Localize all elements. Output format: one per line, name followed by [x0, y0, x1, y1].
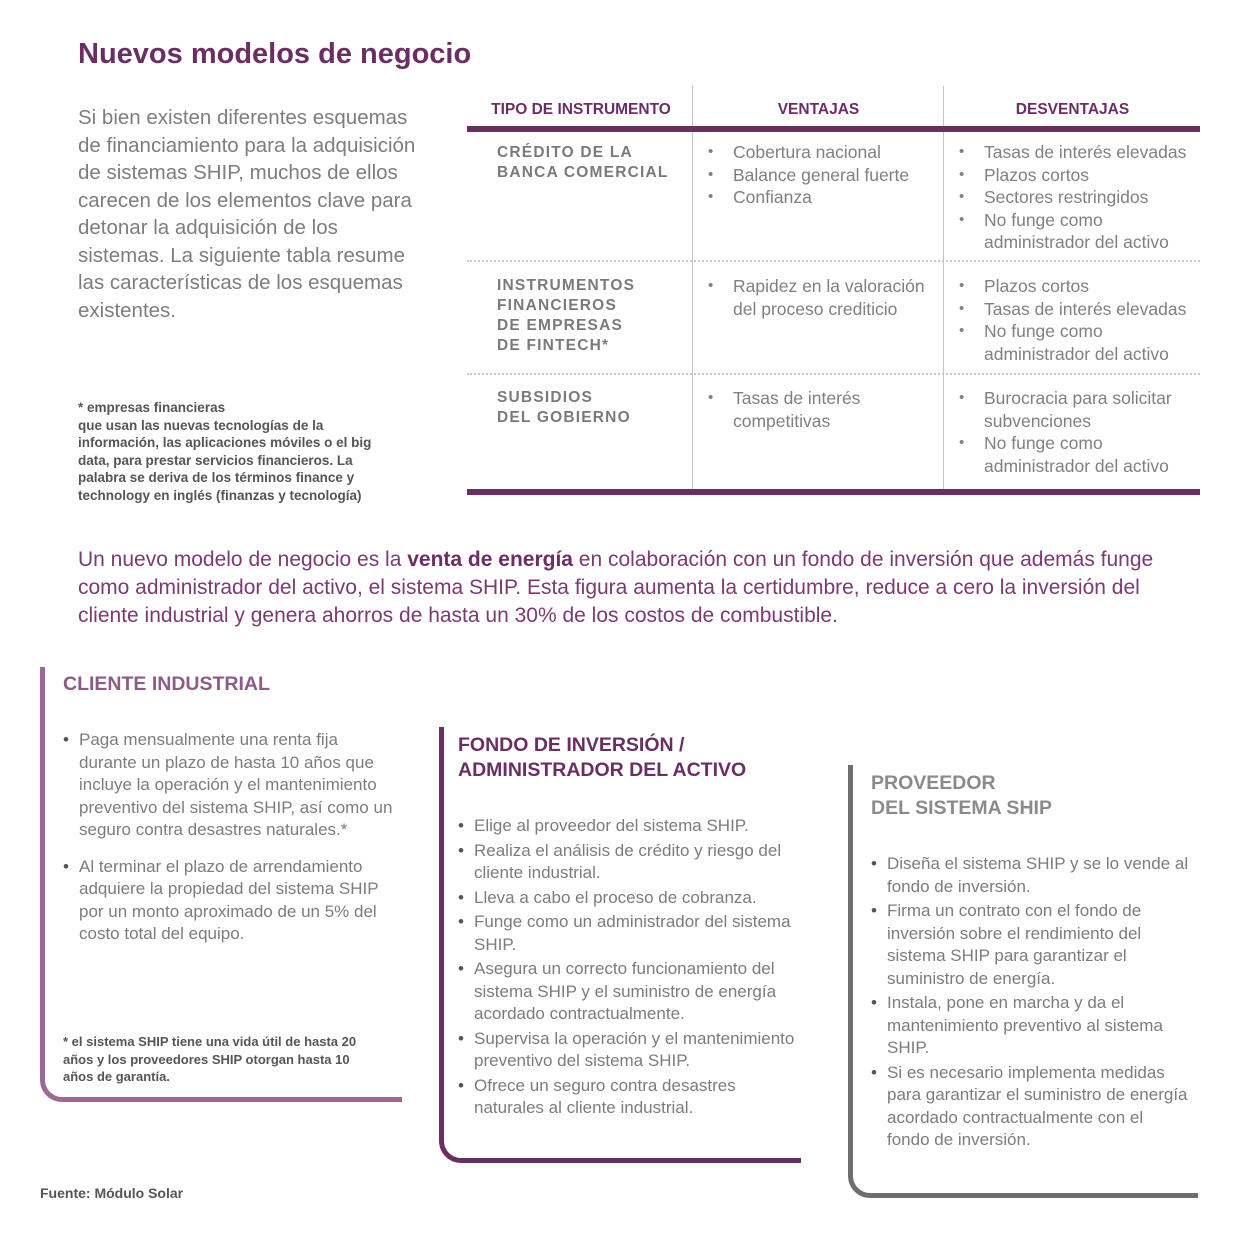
- row-title-line: DE FINTECH*: [497, 337, 610, 354]
- cliente-industrial-note: * el sistema SHIP tiene una vida útil de hasta 20 años y los proveedores SHIP otorgan hasta 10 años de garantía.: [63, 1034, 357, 1084]
- para-after: en colaboración con un fondo de inversión que además funge como administrador del activo, el sistema SHIP. Esta figura aumenta la certidumbre, reduce a cero la inversión del cliente industrial y genera ahorros de hasta un 30% de los costos de combustible.: [78, 548, 1154, 627]
- list-item: • No funge como administrador del activo: [959, 432, 1197, 477]
- list-item: • Paga mensualmente una renta fija durante un plazo de hasta 10 años que incluye la operación y el mantenimiento preventivo del sistema SHIP, así como un seguro contra desastres naturales.*: [63, 729, 398, 842]
- list-item: • No funge como administrador del activo: [959, 320, 1197, 365]
- list-item: • Rapidez en la valoración del proceso crediticio: [708, 275, 940, 320]
- fintech-footnote: [78, 399, 398, 504]
- footnote-mark: * empresas financieras: [78, 400, 226, 415]
- column-divider: [943, 86, 944, 492]
- row-title-fintech: [497, 276, 635, 356]
- table-header-rule: [467, 126, 1200, 132]
- list-item: • Realiza el análisis de crédito y riesgo del cliente industrial.: [458, 840, 798, 885]
- header-ventajas: VENTAJAS: [777, 101, 860, 118]
- list-item: • Asegura un correcto funcionamiento del sistema SHIP y el suministro de energía acordado contractualmente.: [458, 958, 798, 1026]
- fondo-inversion-heading: [458, 733, 746, 783]
- footnote-text: que usan las nuevas tecnologías de la información, las aplicaciones móviles o el big data, para prestar servicios financieros. La palabra se deriva de los términos finance y technology en inglés (finanzas y tecnología): [78, 417, 372, 503]
- list-item: • Plazos cortos: [959, 275, 1197, 298]
- ventajas-list: [708, 141, 940, 209]
- row-title-line: DE EMPRESAS: [497, 317, 624, 334]
- desventajas-list: [959, 275, 1197, 365]
- list-item: • Instala, pone en marcha y da el mantenimiento preventivo al sistema SHIP.: [871, 992, 1189, 1060]
- desventajas-list: [959, 387, 1197, 477]
- desventajas-list: [959, 141, 1197, 254]
- source-note: Fuente: Módulo Solar: [40, 1185, 184, 1201]
- ventajas-list: [708, 275, 940, 320]
- row-title-line: FINANCIEROS: [497, 297, 617, 314]
- list-item: • Tasas de interés elevadas: [959, 298, 1197, 321]
- list-item: • Funge como un administrador del sistema SHIP.: [458, 911, 798, 956]
- heading-line: FONDO DE INVERSIÓN /: [458, 734, 685, 756]
- intro-text: Si bien existen diferentes esquemas de financiamiento para la adquisición de sistemas SHIP, muchos de ellos carecen de los elementos clave para detonar la adquisición de los sistemas. La siguiente tabla resume las características de los esquemas existentes.: [78, 106, 416, 322]
- list-item: • Balance general fuerte: [708, 164, 940, 187]
- cliente-industrial-heading: CLIENTE INDUSTRIAL: [63, 673, 270, 695]
- row-separator: [467, 260, 1200, 262]
- table-bottom-rule: [467, 489, 1200, 495]
- para-bold: venta de energía: [407, 548, 573, 571]
- list-item: • Confianza: [708, 186, 940, 209]
- list-item: • Al terminar el plazo de arrendamiento adquiere la propiedad del sistema SHIP por un monto aproximado de un 5% del costo total del equipo.: [63, 856, 398, 946]
- header-tipo: TIPO DE INSTRUMENTO: [491, 101, 671, 118]
- heading-line: DEL SISTEMA SHIP: [871, 797, 1052, 819]
- list-item: • Lleva a cabo el proceso de cobranza.: [458, 887, 798, 910]
- list-item: • Tasas de interés elevadas: [959, 141, 1197, 164]
- list-item: • Diseña el sistema SHIP y se lo vende al fondo de inversión.: [871, 853, 1189, 898]
- cliente-industrial-list: [63, 729, 398, 946]
- heading-line: ADMINISTRADOR DEL ACTIVO: [458, 759, 747, 781]
- row-title-line: SUBSIDIOS: [497, 389, 594, 406]
- list-item: • Supervisa la operación y el mantenimiento preventivo del sistema SHIP.: [458, 1028, 798, 1073]
- row-title-credito: [497, 143, 669, 183]
- column-divider: [692, 86, 693, 492]
- list-item: • No funge como administrador del activo: [959, 209, 1197, 254]
- proveedor-heading: [871, 771, 1052, 821]
- fondo-inversion-list: [458, 815, 798, 1120]
- row-title-subsidios: [497, 388, 631, 428]
- row-title-line: DEL GOBIERNO: [497, 409, 631, 426]
- list-item: • Tasas de interés competitivas: [708, 387, 940, 432]
- list-item: • Cobertura nacional: [708, 141, 940, 164]
- ventajas-list: [708, 387, 940, 432]
- list-item: • Si es necesario implementa medidas para garantizar el suministro de energía acordado contractualmente con el fondo de inversión.: [871, 1062, 1189, 1152]
- list-item: • Ofrece un seguro contra desastres naturales al cliente industrial.: [458, 1075, 798, 1120]
- proveedor-list: [871, 853, 1189, 1152]
- list-item: • Elige al proveedor del sistema SHIP.: [458, 815, 798, 838]
- list-item: • Plazos cortos: [959, 164, 1197, 187]
- page-title: Nuevos modelos de negocio: [78, 38, 472, 70]
- para-before: Un nuevo modelo de negocio es la: [78, 548, 408, 571]
- header-desventajas: DESVENTAJAS: [1015, 101, 1130, 118]
- list-item: • Sectores restringidos: [959, 186, 1197, 209]
- list-item: • Firma un contrato con el fondo de inversión sobre el rendimiento del sistema SHIP para garantizar el suministro de energía.: [871, 900, 1189, 990]
- list-item: • Burocracia para solicitar subvenciones: [959, 387, 1197, 432]
- heading-line: PROVEEDOR: [871, 772, 996, 794]
- row-title-line: INSTRUMENTOS: [497, 277, 636, 294]
- business-model-paragraph: [78, 546, 1188, 630]
- row-title-line: CRÉDITO DE LA: [497, 144, 633, 161]
- row-title-line: BANCA COMERCIAL: [497, 164, 669, 181]
- row-separator: [467, 373, 1200, 375]
